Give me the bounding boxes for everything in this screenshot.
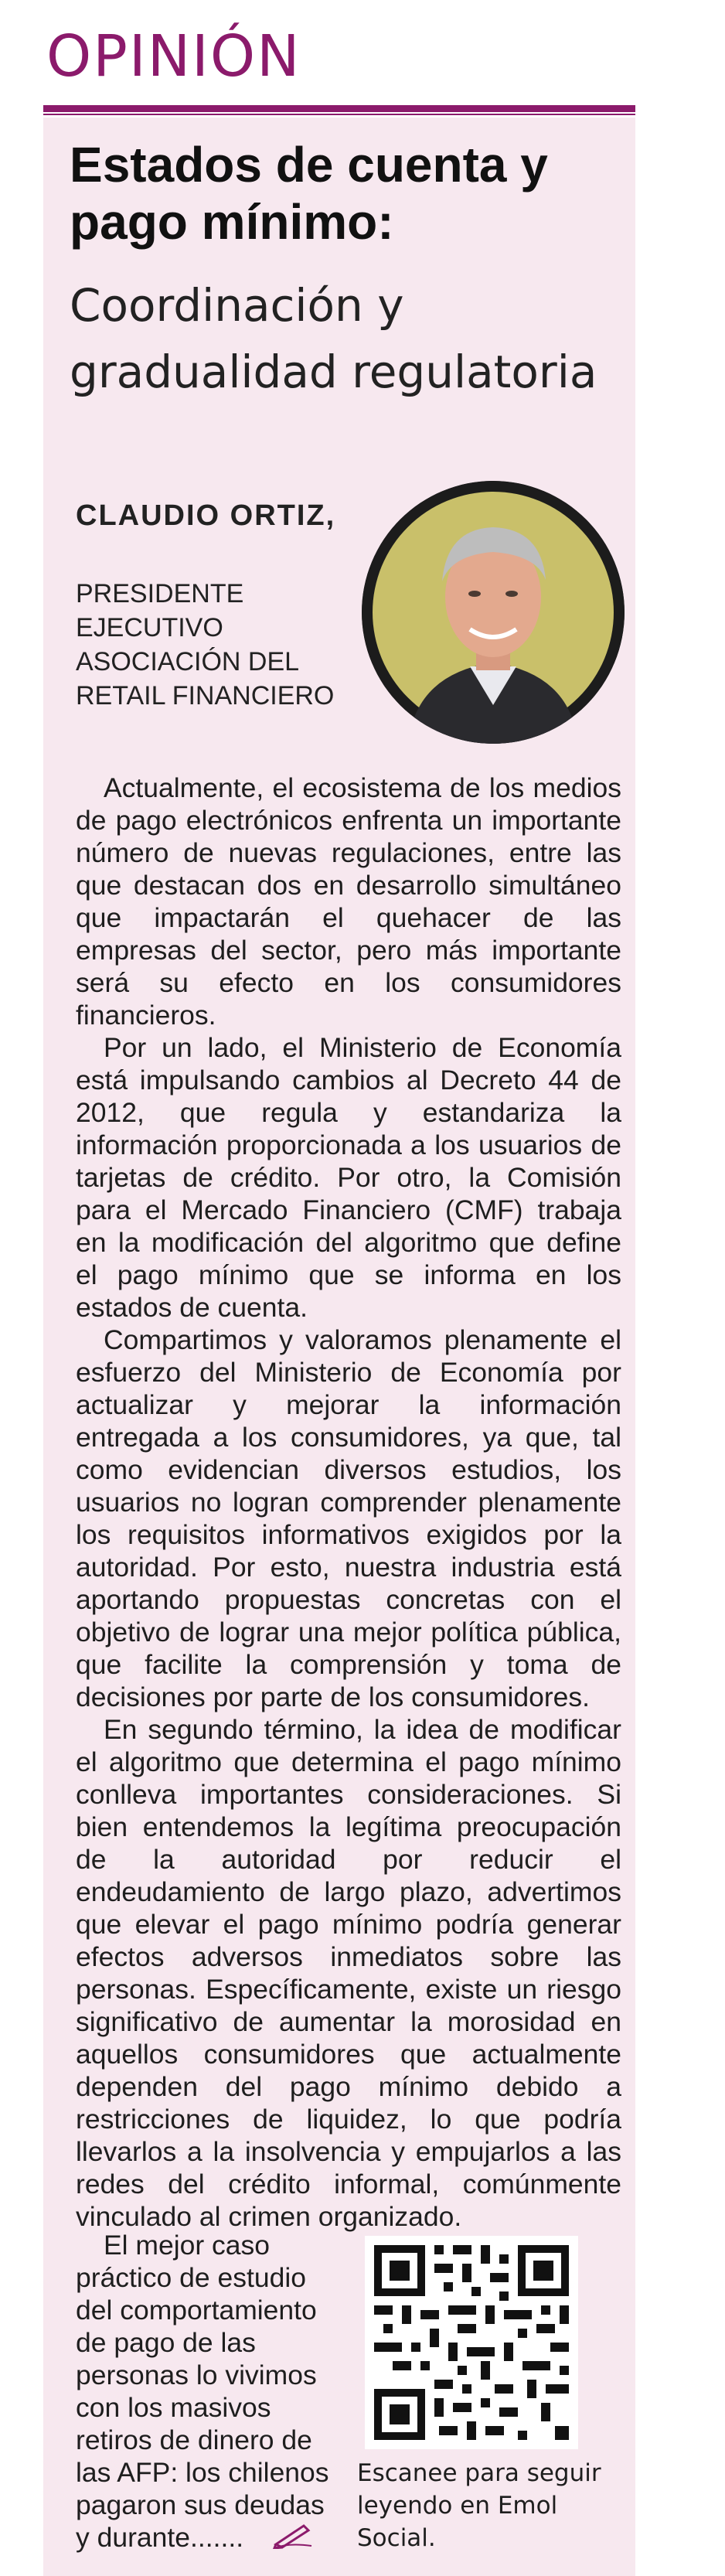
article-tail [76, 2229, 331, 2556]
article-body [76, 772, 621, 2233]
paragraph-5: El mejor caso práctico de estudio del comportamiento de pago de las personas lo vivimos con los masivos retiros de dinero de las AFP: los chilenos pagaron sus deudas y durante....... [76, 2230, 329, 2553]
author-role: PRESIDENTE EJECUTIVO ASOCIACIÓN DEL RETAIL FINANCIERO [76, 579, 335, 710]
article-subhead: Coordinación y gradualidad regulatoria [70, 279, 597, 398]
qr-code[interactable] [365, 2236, 578, 2449]
paragraph-1: Actualmente, el ecosistema de los medios de pago electrónicos enfrenta un importante número de nuevas regulaciones, entre las que destacan dos en desarrollo simultáneo que impactarán el quehacer de las empresas del sector, pero más importante será su efecto en los consumidores financieros. [76, 772, 621, 1031]
paragraph-2: Por un lado, el Ministerio de Economía está impulsando cambios al Decreto 44 de 2012, que regula y estandariza la información proporcionada a los usuarios de tarjetas de crédito. Por otro, la Comisión para el Mercado Financiero (CMF) trabaja en la modificación del algoritmo que define el pago mínimo que se informa en los estados de cuenta. [76, 1032, 621, 1323]
article-headline: Estados de cuenta y pago mínimo: [70, 137, 548, 250]
pen-icon [245, 2523, 313, 2556]
author-name: CLAUDIO ORTIZ, [76, 499, 336, 532]
paragraph-4: En segundo término, la idea de modificar el algoritmo que determina el pago mínimo conlleva importantes consideraciones. Si bien entendemos la legítima preocupación de la autoridad por reducir el endeudamiento de largo plazo, advertimos que elevar el pago mínimo podría generar efectos adversos inmediatos sobre las personas. Específicamente, existe un riesgo significativo de aumentar la morosidad en aquellos consumidores que actualmente dependen del pago mínimo debido a restricciones de liquidez, lo que podría llevarlos a la insolvencia y empujarlos a las redes del crédito informal, comúnmente vinculado al crimen organizado. [76, 1714, 621, 2232]
author-photo [362, 481, 625, 744]
paragraph-3: Compartimos y valoramos plenamente el esfuerzo del Ministerio de Economía por actualizar y mejorar la información entregada a los consumidores, ya que, tal como evidencian diversos estudios, los usuarios no logran comprender plenamente los requisitos informativos exigidos por la autoridad. Por esto, nuestra industria está aportando propuestas concretas con el objetivo de lograr una mejor política pública, que facilite la comprensión y toma de decisiones por parte de los consumidores. [76, 1324, 621, 1712]
qr-caption: Escanee para seguir leyendo en Emol Social. [357, 2459, 601, 2552]
section-label: OPINIÓN [46, 23, 301, 90]
section-rule-thick [43, 105, 635, 112]
section-rule-thin [43, 114, 635, 115]
